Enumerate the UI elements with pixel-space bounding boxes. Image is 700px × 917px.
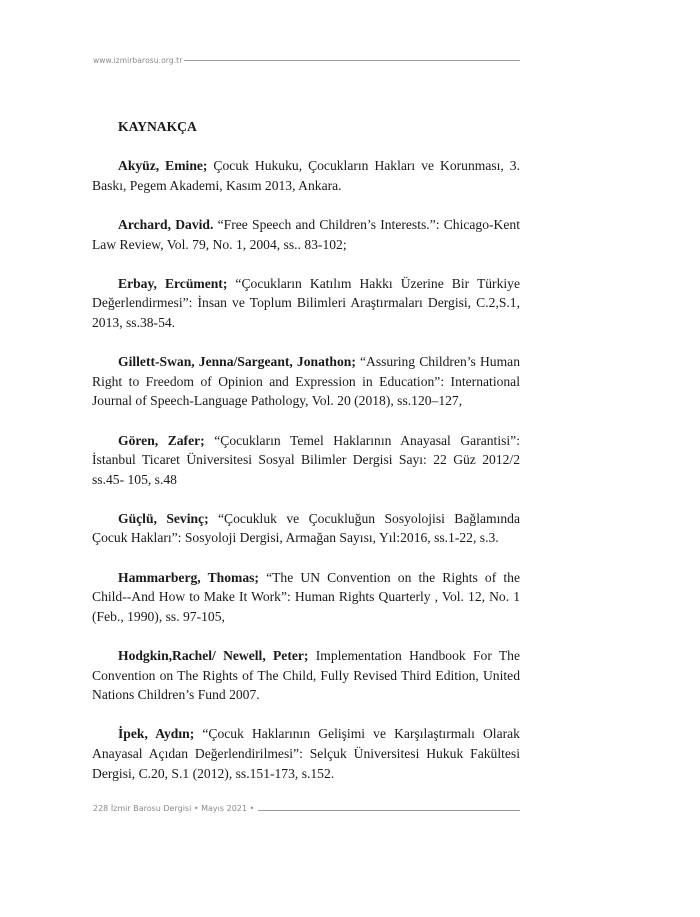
- entry-text: Implementation Handbook For The Convention on The Rights of The Child, Fully Revised Third Edition, United Nations Children’s Fund 2007.: [92, 648, 520, 703]
- entry-author: İpek, Aydın;: [118, 726, 195, 742]
- entry-text: “Çocukların Katılım Hakkı Üzerine Bir Türkiye Değerlendirmesi”: İnsan ve Toplum Bilimleri Araştırmaları Dergisi, C.2,S.1, 2013, ss.38-54.: [92, 275, 520, 330]
- entry-text: “Çocukluk ve Çocukluğun Sosyolojisi Bağlamında Çocuk Hakları”: Sosyoloji Dergisi, Armağan Sayısı, Yıl:2016, ss.1-22, s.3.: [92, 510, 520, 546]
- page-footer: [93, 801, 520, 815]
- header-rule: [184, 60, 520, 61]
- entry-author: Akyüz, Emine;: [118, 158, 208, 174]
- bibliography-entry: [92, 724, 520, 783]
- bibliography-entry: [92, 509, 520, 548]
- page-header: [93, 53, 520, 67]
- bibliography-entry: [92, 646, 520, 705]
- bibliography-entry: [92, 352, 520, 411]
- entry-author: Erbay, Ercüment;: [118, 275, 228, 291]
- entry-author: Gören, Zafer;: [118, 432, 205, 448]
- entry-text: Çocuk Hukuku, Çocukların Hakları ve Korunması, 3. Baskı, Pegem Akademi, Kasım 2013, Ankara.: [92, 158, 520, 193]
- entry-author: Hammarberg, Thomas;: [118, 569, 259, 585]
- bibliography-section: [92, 117, 520, 803]
- bibliography-entry: [92, 431, 520, 490]
- section-heading: KAYNAKÇA: [118, 119, 197, 134]
- entry-text: “Free Speech and Children’s Interests.”: Chicago-Kent Law Review, Vol. 79, No. 1, 2004, ss.. 83-102;: [92, 216, 520, 252]
- bibliography-entry: [92, 215, 520, 254]
- entry-text: “Assuring Children’s Human Right to Freedom of Opinion and Expression in Education”: International Journal of Speech-Language Pathology, Vol. 20 (2018), ss.120–127,: [92, 354, 520, 409]
- bibliography-entry: [92, 156, 520, 195]
- entry-text: “Çocukların Temel Haklarının Anayasal Garantisi”: İstanbul Ticaret Üniversitesi Sosyal Bilimler Dergisi Sayı: 22 Güz 2012/2 ss.45- 105, s.48: [92, 432, 520, 487]
- entry-text: “Çocuk Haklarının Gelişimi ve Karşılaştırmalı Olarak Anayasal Açıdan Değerlendirilmesi”: Selçuk Üniversitesi Hukuk Fakültesi Dergisi, C.20, S.1 (2012), ss.151-173, s.152.: [92, 726, 520, 781]
- bibliography-entry: [92, 568, 520, 627]
- bibliography-entry: [92, 274, 520, 333]
- entry-author: Hodgkin,Rachel/ Newell, Peter;: [118, 648, 309, 664]
- entry-author: Archard, David.: [118, 216, 214, 232]
- entry-text: “The UN Convention on the Rights of the Child--And How to Make It Work”: Human Rights Quarterly , Vol. 12, No. 1 (Feb., 1990), ss. 97-105,: [92, 569, 520, 624]
- header-url: www.izmirbarosu.org.tr: [93, 55, 183, 65]
- entry-author: Güçlü, Sevinç;: [118, 510, 209, 526]
- footer-text: 228 İzmir Barosu Dergisi • Mayıs 2021 •: [93, 803, 255, 813]
- footer-rule: [258, 810, 520, 811]
- entry-author: Gillett-Swan, Jenna/Sargeant, Jonathon;: [118, 354, 356, 370]
